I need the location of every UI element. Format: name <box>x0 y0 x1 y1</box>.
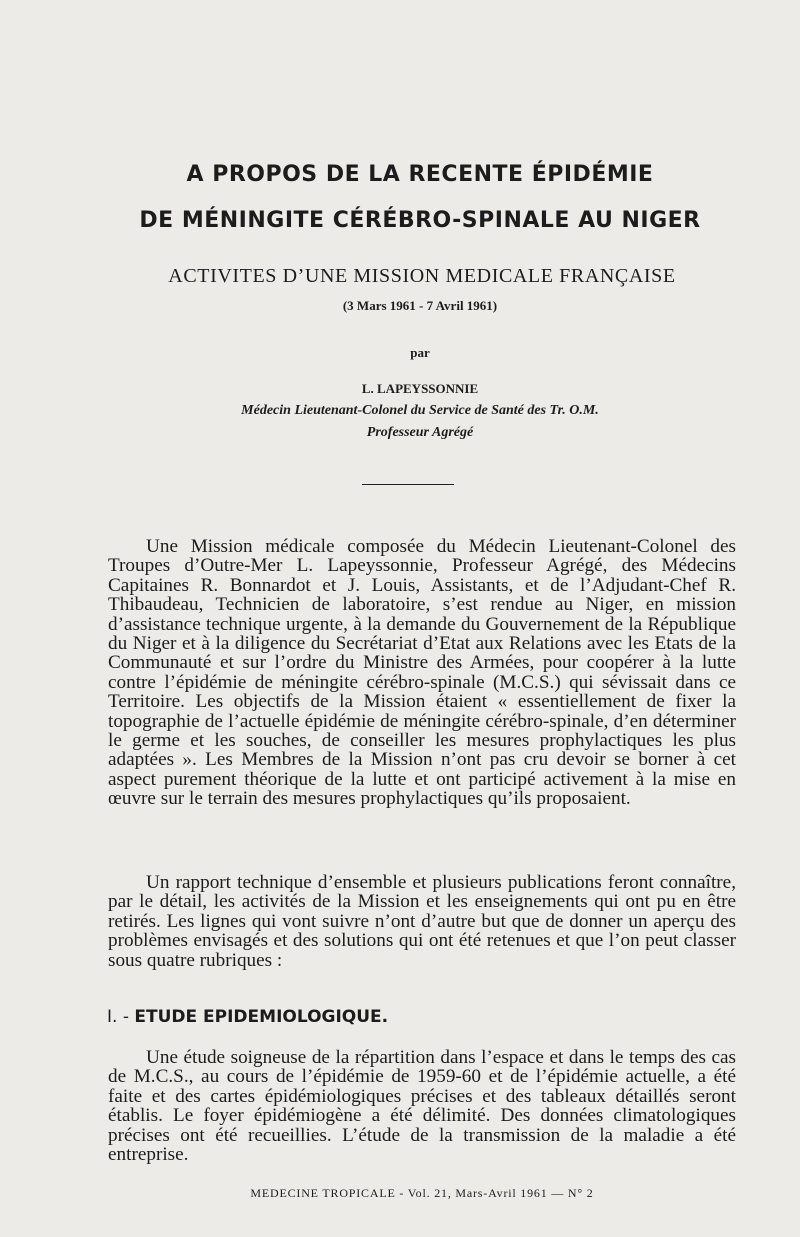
section-heading <box>107 1007 388 1027</box>
section-title: ETUDE EPIDEMIOLOGIQUE. <box>134 1007 389 1027</box>
body-paragraph-1: Une Mission médicale composée du Médecin Lieutenant-Colonel des Troupes d’Outre-Mer L. Lapeyssonnie, Professeur Agrégé, des Médecins Capitaines R. Bonnardot et J. Louis, Assistants, et de l’Adjudant-Chef R. Thibaudeau, Technicien de laboratoire, s’est rendue au Niger, en mission d’assistance technique urgente, à la demande du Gouvernement de la République du Niger et à la diligence du Secrétariat d’Etat aux Relations avec les Etats de la Communauté et sur l’ordre du Ministre des Armées, pour coopérer à la lutte contre l’épidémie de méningite cérébro-spinale (M.C.S.) qui sévissait dans ce Territoire. Les objectifs de la Mission étaient « essentiellement de fixer la topographie de l’actuelle épidémie de méningite cérébro-spinale, d’en déterminer le germe et les souches, de conseiller les mesures prophylactiques les plus adaptées ». Les Membres de la Mission n’ont pas cru devoir se borner à cet aspect purement théorique de la lutte et ont participé activement à la mise en œuvre sur le terrain des mesures prophylactiques qu’ils proposaient. <box>108 536 736 810</box>
body-paragraph-3: Une étude soigneuse de la répartition dans l’espace et dans le temps des cas de M.C.S., au cours de l’épidémie de 1959-60 et de l’épidémie actuelle, a été faite et des cartes épidémiologiques précises et des tableaux détaillés seront établis. Le foyer épidémiogène a été délimité. Des données climatologiques précises ont été recueillies. L’étude de la transmission de la maladie a été entreprise. <box>108 1047 736 1166</box>
title-line-1: A PROPOS DE LA RECENTE ÉPIDÉMIE <box>186 162 654 187</box>
title-line-2: DE MÉNINGITE CÉRÉBRO-SPINALE AU NIGER <box>139 208 701 233</box>
journal-footer: MEDECINE TROPICALE - Vol. 21, Mars-Avril 1961 — N° 2 <box>250 1186 594 1200</box>
by-line: par <box>410 345 430 360</box>
separator-rule <box>362 484 454 485</box>
mission-dates: (3 Mars 1961 - 7 Avril 1961) <box>342 298 498 313</box>
subtitle: ACTIVITES D’UNE MISSION MEDICALE FRANÇAISE <box>168 265 676 287</box>
section-number: I. - <box>107 1007 129 1027</box>
body-paragraph-2: Un rapport technique d’ensemble et plusieurs publications feront connaître, par le détail, les activités de la Mission et les enseignements qui ont pu en être retirés. Les lignes qui vont suivre n’ont d’autre but que de donner un aperçu des problèmes envisagés et des solutions qui ont été retenues et que l’on peut classer sous quatre rubriques : <box>108 872 736 971</box>
author-affiliation-2: Professeur Agrégé <box>366 425 474 440</box>
author-name: L. LAPEYSSONNIE <box>361 381 479 396</box>
author-affiliation-1: Médecin Lieutenant-Colonel du Service de Santé des Tr. O.M. <box>241 403 599 418</box>
